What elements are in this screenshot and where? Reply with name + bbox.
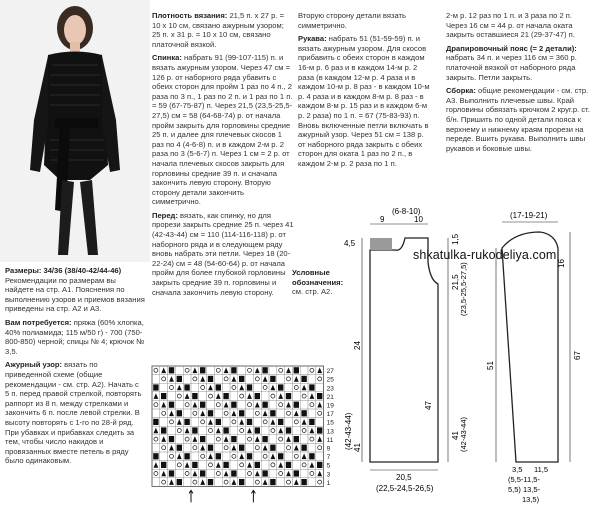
sleeves-text: набрать 51 (51-59-59) п. и вязать ажурным узором. Для скосов прибавить с обеих сторон в каждом 16-м р. 6 раз и в каждом 14-м р. 2 раза (в каждом 12-м р. 4 раза и в каждом 10-м р. 8 раз - в каждом 10-м р. 4 раза и в каждом 8-м р. 8 раз - в каждом 8-м р. 15 раз и в каждом 6-м р. 2 раза) по 1 п. = 67 (75-83-93) п. Вновь включенные петли включать в ажурный узор. Через 51 см = 138 р. от наборного ряда закрыть с обеих сторон для оката 1 раз по 2 п., в каждом 2-м р. 2 раза по 1 п. <box>298 34 430 168</box>
stitch-symbol <box>216 384 221 390</box>
chart-row-number: 27 <box>326 368 334 376</box>
chart-row-number: 5 <box>326 462 331 470</box>
chart-row-number: 11 <box>326 436 334 444</box>
sleeve-length: 51 <box>486 361 495 370</box>
body-right-2: (23,5-25,5-27,5) <box>459 262 468 316</box>
stitch-symbol <box>294 436 299 442</box>
materials-text: пряжа (60% хлопка, 40% полиамида; 115 м/50 г) - 700 (750-800-850) черной; спицы № 4; крючок № 3,5. <box>5 317 145 356</box>
chart-row-number: 9 <box>326 445 331 453</box>
materials-paragraph <box>5 318 145 356</box>
stitch-symbol <box>223 427 228 433</box>
stitch-symbol <box>200 402 205 408</box>
body-side-left: (42-43-44) <box>344 412 353 450</box>
sleeve-bottom-4: 5,5) 13,5- <box>508 485 541 494</box>
body-outline <box>370 238 438 462</box>
stitch-symbol <box>239 445 244 451</box>
lace-chart <box>150 364 340 504</box>
stitch-symbol <box>200 470 205 476</box>
legend-title: Условные обозначения: <box>292 268 344 287</box>
body-top: (6-8-10) <box>392 207 421 216</box>
stitch-symbol <box>177 410 182 416</box>
col4-top-text: 2-м р. 12 раз по 1 п. и 3 раза по 2 п. Через 16 см = 44 р. от начала оката закрыть оставшиеся 21 (29-37-47) п. <box>446 11 575 40</box>
sleeve-top: (17-19-21) <box>510 211 548 220</box>
stitch-symbol <box>231 367 236 373</box>
stitch-symbol <box>169 470 174 476</box>
stitch-symbol <box>262 436 267 442</box>
stitch-symbol <box>184 453 189 459</box>
stitch-symbol <box>262 402 267 408</box>
stitch-symbol <box>161 427 166 433</box>
lace-text: вязать по приведенной схеме (общие рекомендации - см. стр. А2). Начать с 5 п. перед правой стрелкой, повторять раппорт из 8 п. между стрелками и закончить 6 п. после левой стрелки. В высоту повторять с 1-го по 28-й ряд. При убавках и прибавках следить за тем, чтобы число накидов и провязанных вместе петель в ряду было одинаковым. <box>5 360 142 466</box>
body-top-right: 10 <box>414 215 423 224</box>
stitch-symbol <box>270 445 275 451</box>
stitch-symbol <box>294 402 299 408</box>
stitch-symbol <box>153 384 158 390</box>
gauge-paragraph <box>152 11 294 49</box>
belt-paragraph <box>446 44 594 82</box>
shoulder-shade <box>370 238 392 250</box>
assembly-label: Сборка: <box>446 86 476 96</box>
stitch-symbol <box>262 367 267 373</box>
stitch-symbol <box>231 402 236 408</box>
sleeve-bottom-5: 13,5) <box>522 495 540 504</box>
body-side-left-2: 24 <box>353 341 362 350</box>
body-slit-2: 41 <box>451 431 460 440</box>
stitch-symbol <box>200 436 205 442</box>
stitch-symbol <box>255 427 260 433</box>
body-slit: (42-43-44) <box>459 416 468 452</box>
stitch-symbol <box>161 462 166 468</box>
stitch-symbol <box>184 419 189 425</box>
stitch-symbol <box>286 427 291 433</box>
stitch-symbol <box>309 419 314 425</box>
materials-label: Вам потребуется: <box>5 317 72 327</box>
body-bottom-2: (22,5-24,5-26,5) <box>376 484 434 493</box>
stitch-symbol <box>239 479 244 485</box>
stitch-symbol <box>247 453 252 459</box>
sleeves-label: Рукава: <box>298 34 327 44</box>
chart-row-number: 17 <box>326 411 334 419</box>
body-armhole-right: 1,5 <box>451 233 460 245</box>
garment-schematic <box>340 200 600 518</box>
front-text: вязать, как спинку, но для прорези закрыть средние 25 п. через 41 (42-43-44) см = 110 (114-116-118) р. от наборного ряда и в следующем ряду вновь набрать эти петли. Через 18 (20-22-24) см = 48 (54-60-64) р. от начала пройм для более глубокой горловины закрыть средние 39 п. горловины и сначала закончить левую сторону. <box>152 210 294 297</box>
stitch-symbol <box>301 445 306 451</box>
assembly-paragraph <box>446 86 594 153</box>
stitch-symbol <box>161 393 166 399</box>
sleeves-paragraph <box>298 34 433 168</box>
assembly-text: общие рекомендации - см. стр. А3. Выполнить плечевые швы. Край горловины обвязать крючком 2 круг.р. ст. б/н. Пришить по одной детали пояса к верхнему и нижнему краям прорези на переде. Вшить рукава. Выполнить швы рукавов и боковые швы. <box>446 86 590 153</box>
column-3 <box>298 11 433 173</box>
stitch-symbol <box>239 410 244 416</box>
chart-row-number: 23 <box>326 385 334 393</box>
model-photo <box>0 0 150 262</box>
chart-row-number: 7 <box>326 454 331 462</box>
front-label: Перед: <box>152 210 178 220</box>
stitch-symbol <box>286 462 291 468</box>
stitch-symbol <box>255 393 260 399</box>
stitch-symbol <box>223 462 228 468</box>
chart-row-number: 25 <box>326 376 334 384</box>
body-lower-left: 41 <box>353 443 362 452</box>
stitch-symbol <box>216 453 221 459</box>
belt-text: набрать 34 п. и через 116 см = 360 р. платочной вязкой от наборного ряда закрыть. Петли закрыть. <box>446 53 577 82</box>
stitch-symbol <box>208 445 213 451</box>
stitch-symbol <box>216 419 221 425</box>
back-text: набрать 91 (99-107-115) п. и вязать ажурным узором. Через 47 см = 126 р. от наборного ряда убавить с обеих сторон для пройм 1 раз по 4 п., 2 раза по 3 п., 1 раз по 2 п. и 1 раз по 1 п. = 59 (67-75-87) п. Через 21,5 (23,5-25,5-27,5) см = 58 (64-68-74) р. от начала пройм закрыть для горловины средние 25 п. и далее для плечевых скосов 1 раз по 4 (4-6-8) п. и в каждом 2-м р. 2 раза по 3 (5-6-7) п. Через 1 см = 2 р. от начала плечевых скосов закрыть для горловины средние 39 п. и сначала закончить левую сторону. Вторую сторону детали закончить симметрично. <box>152 53 293 207</box>
site-watermark: shkatulka-rukodeliya.com <box>413 248 557 262</box>
stitch-symbol <box>270 410 275 416</box>
chart-row-number: 21 <box>326 393 334 401</box>
back-paragraph <box>152 53 294 207</box>
chart-row-number: 13 <box>326 428 334 436</box>
stitch-symbol <box>247 384 252 390</box>
legend-ref: см. стр. А2. <box>292 287 333 297</box>
column-2 <box>152 11 294 301</box>
stitch-symbol <box>247 419 252 425</box>
stitch-symbol <box>208 410 213 416</box>
stitch-symbol <box>255 462 260 468</box>
back-label: Спинка: <box>152 53 182 63</box>
stitch-symbol <box>309 453 314 459</box>
repeat-arrow <box>251 490 255 502</box>
stitch-symbol <box>278 453 283 459</box>
stitch-symbol <box>169 402 174 408</box>
sizes-label: Размеры <box>5 266 39 275</box>
sleeve-total: 67 <box>573 351 582 360</box>
stitch-symbol <box>270 376 275 382</box>
model-figure-image <box>0 0 150 262</box>
stitch-symbol <box>208 479 213 485</box>
sleeve-bottom-1: 3,5 <box>512 465 523 474</box>
column-1 <box>5 266 145 470</box>
front-paragraph <box>152 211 294 297</box>
stitch-symbol <box>301 376 306 382</box>
gauge-label: Плотность вязания: <box>152 11 228 20</box>
sleeve-bottom-3: (5,5-11,5- <box>508 475 540 484</box>
stitch-symbol <box>223 393 228 399</box>
lace-label: Ажурный узор: <box>5 360 62 370</box>
body-top-left: 9 <box>380 215 385 224</box>
stitch-symbol <box>262 470 267 476</box>
stitch-symbol <box>317 393 322 399</box>
chart-row-number: 15 <box>326 419 334 427</box>
stitch-symbol <box>153 419 158 425</box>
sleeve-outline <box>502 232 558 462</box>
stitch-symbol <box>270 479 275 485</box>
stitch-symbol <box>231 436 236 442</box>
body-length: 47 <box>424 401 433 410</box>
stitch-symbol <box>309 384 314 390</box>
sizes-text: Рекомендации по размерам вы найдете на стр. А1. Пояснения по выполнению узоров и приемов вязания приведены на стр. А2 и А3. <box>5 275 145 314</box>
stitch-symbol <box>169 367 174 373</box>
body-right-1: 21,5 <box>451 274 460 290</box>
body-bottom: 20,5 <box>396 473 412 482</box>
body-neck-side: 4,5 <box>344 239 356 248</box>
stitch-symbol <box>294 367 299 373</box>
stitch-symbol <box>169 436 174 442</box>
stitch-symbol <box>317 462 322 468</box>
stitch-symbol <box>278 384 283 390</box>
column-4 <box>446 11 594 157</box>
stitch-symbol <box>301 479 306 485</box>
stitch-symbol <box>184 384 189 390</box>
col3-top-paragraph <box>298 11 433 30</box>
chart-row-number: 3 <box>326 471 331 479</box>
repeat-arrow <box>189 490 193 502</box>
stitch-symbol <box>177 376 182 382</box>
chart-row-number: 19 <box>326 402 334 410</box>
stitch-symbol <box>192 393 197 399</box>
stitch-symbol <box>239 376 244 382</box>
lace-paragraph <box>5 360 145 466</box>
stitch-symbol <box>208 376 213 382</box>
col4-top-paragraph <box>446 11 594 40</box>
col3-top-text: Вторую сторону детали вязать симметрично. <box>298 11 406 30</box>
stitch-symbol <box>192 462 197 468</box>
stitch-symbol <box>317 427 322 433</box>
stitch-symbol <box>177 479 182 485</box>
stitch-symbol <box>294 470 299 476</box>
stitch-symbol <box>153 453 158 459</box>
sizes-paragraph: Размеры: 34/36 (38/40-42/44-46) Рекомендации по размерам вы найдете на стр. А1. Пояснения по выполнению узоров и приемов вязания приведены на стр. А2 и А3. <box>5 266 145 314</box>
stitch-symbol <box>301 410 306 416</box>
sleeve-cap: 16 <box>557 259 566 268</box>
stitch-symbol <box>177 445 182 451</box>
belt-label: Драпировочный пояс (= 2 детали): <box>446 43 577 53</box>
gauge-text: 21,5 п. х 27 р. = 10 х 10 см, связано ажурным узором; 25 п. х 31 р. = 10 х 10 см, связано платочной вязкой. <box>152 11 284 49</box>
stitch-symbol <box>278 419 283 425</box>
sizes-value: 34/36 (38/40-42/44-46) <box>43 266 122 275</box>
stitch-symbol <box>200 367 205 373</box>
lace-chart-grid <box>150 364 340 504</box>
stitch-symbol <box>192 427 197 433</box>
stitch-symbol <box>231 470 236 476</box>
sleeve-bottom-2: 11,5 <box>534 465 549 474</box>
chart-row-number: 1 <box>326 479 331 487</box>
stitch-symbol <box>286 393 291 399</box>
